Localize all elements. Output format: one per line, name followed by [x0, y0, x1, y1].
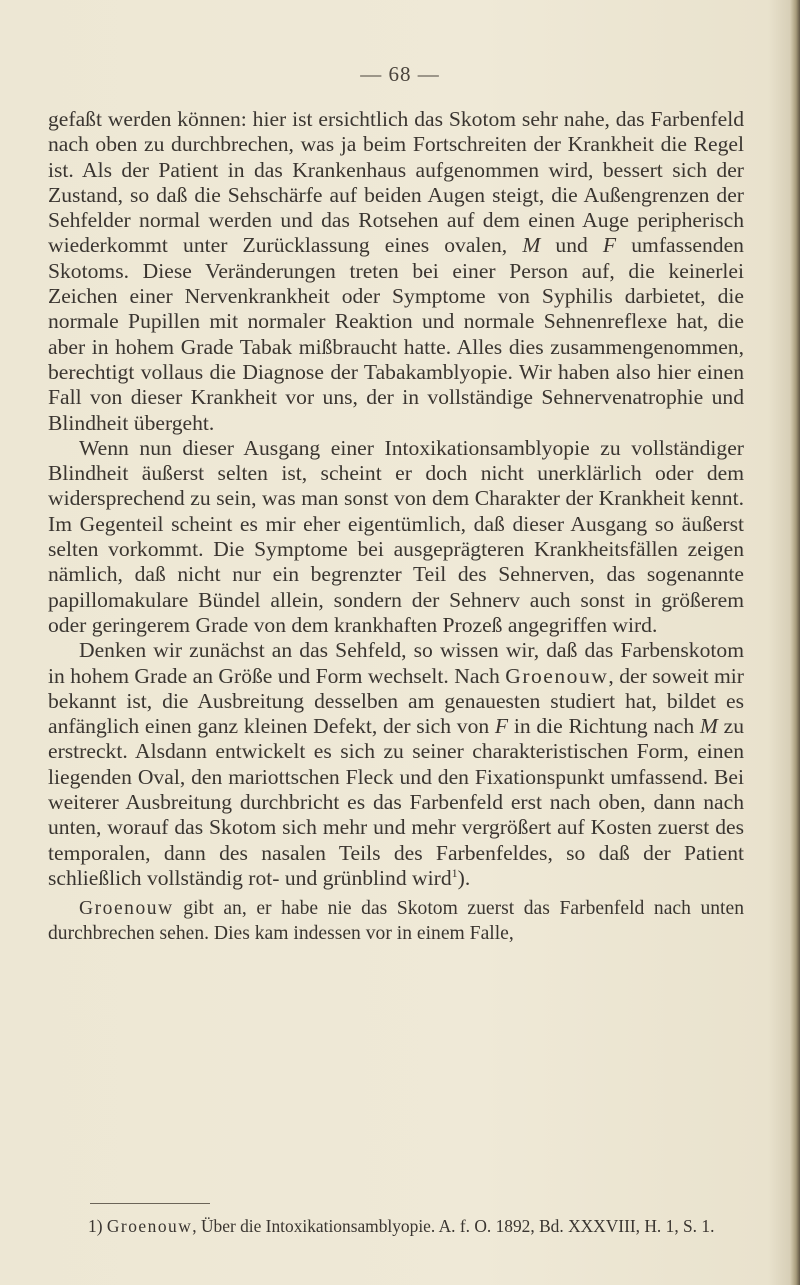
paragraph-3-text-5: ).	[457, 865, 471, 890]
footnote-text: , Über die Intoxikationsamblyopie. A. f. O. 1892, Bd. XXXVIII, H. 1, S. 1.	[192, 1216, 715, 1236]
footnote-author: Groenouw	[106, 1216, 193, 1236]
paragraph-4-author-name: Groenouw	[79, 898, 174, 920]
body-text	[48, 107, 744, 946]
paragraph-1-text: gefaßt werden können: hier ist ersichtlich das Skotom sehr nahe, das Farbenfeld nach oben zu durchbrechen, was ja beim Fortschreiten der Krankheit die Regel ist. Als der Patient in das Krankenhaus aufgenommen wird, bessert sich der Zustand, so daß die Sehschärfe auf beiden Augen steigt, die Außengrenzen der Sehfelder normal werden und das Rotsehen auf dem einen Auge peripherisch wiederkommt unter Zurücklassung eines ovalen,	[48, 107, 744, 258]
paragraph-3-text-4: zu erstreckt. Alsdann entwickelt es sich zu seiner charakteristischen Form, einen liegenden Oval, den mariottschen Fleck und den Fixationspunkt umfassend. Bei weiterer Ausbreitung durchbricht es das Farbenfeld erst nach oben, dann nach unten, worauf das Skotom sich mehr und mehr vergrößert auf Kosten zuerst des temporalen, dann des nasalen Teils des Farbenfeldes, so daß der Patient schließlich vollständig rot- und grünblind wird	[48, 714, 745, 890]
paragraph-3-mark-m: M	[699, 714, 718, 739]
paragraph-3-text: Denken wir zunächst an das Sehfeld, so wissen wir, daß das Farbenskotom in hohem Grade an Größe und Form wechselt. Nach	[48, 638, 744, 688]
paragraph-3-author-name: Groenouw	[505, 663, 609, 688]
paragraph-3-text-2: , der soweit mir bekannt ist, die Ausbreitung desselben am genauesten studiert hat, bildet es anfänglich einen ganz kleinen Defekt, der sich von	[48, 663, 744, 739]
footnote-reference[interactable]: 1	[451, 865, 458, 880]
page-edge	[790, 0, 800, 1285]
paragraph-1-text-3: umfassenden Skotoms. Diese Veränderungen treten bei einer Person auf, die keinerlei Zeichen einer Nervenkrankheit oder Symptome von Syphilis darbietet, die normale Pupillen mit normaler Reaktion und normale Sehnenreflexe hat, die aber in hohem Grade Tabak mißbraucht hatte. Alles dies zusammengenommen, berechtigt vollaus die Diagnose der Tabakamblyopie. Wir haben also hier einen Fall von dieser Krankheit vor uns, der in vollständige Sehnervenatrophie und Blindheit übergeht.	[48, 233, 744, 435]
footnote	[48, 1215, 744, 1237]
paragraph-3-text-3: in die Richtung nach	[513, 714, 695, 739]
paragraph-1	[48, 107, 744, 436]
paragraph-4-text: gibt an, er habe nie das Skotom zuerst das Farbenfeld nach unten durchbrechen sehen. Dies kam indessen vor in einem Falle,	[48, 898, 744, 944]
paragraph-1-mark-m: M	[522, 233, 541, 258]
paragraph-2	[48, 436, 744, 638]
paragraph-4	[48, 897, 744, 946]
page-number: — 68 —	[360, 62, 440, 86]
footnote-number: 1)	[88, 1216, 103, 1236]
footnote-divider	[90, 1203, 210, 1204]
paragraph-3-mark-f: F	[494, 714, 509, 739]
paragraph-1-text-2: und	[555, 233, 588, 258]
paragraph-2-text: Wenn nun dieser Ausgang einer Intoxikationsamblyopie zu vollständiger Blindheit äußerst selten ist, scheint er doch nicht unerklärlich oder dem widersprechend zu sein, was man sonst von dem Charakter der Krankheit kennt. Im Gegenteil scheint es mir eher eigentümlich, daß dieser Ausgang so äußerst selten vorkommt. Die Symptome bei ausgeprägteren Krankheitsfällen zeigen nämlich, daß nicht nur ein begrenzter Teil des Sehnerven, das sogenannte papillomakulare Bündel allein, sondern der Sehnerv auch sonst in größerem oder geringerem Grade von dem krankhaften Prozeß angegriffen wird.	[48, 435, 744, 637]
paragraph-1-mark-f: F	[602, 233, 617, 258]
paragraph-3	[48, 638, 744, 891]
